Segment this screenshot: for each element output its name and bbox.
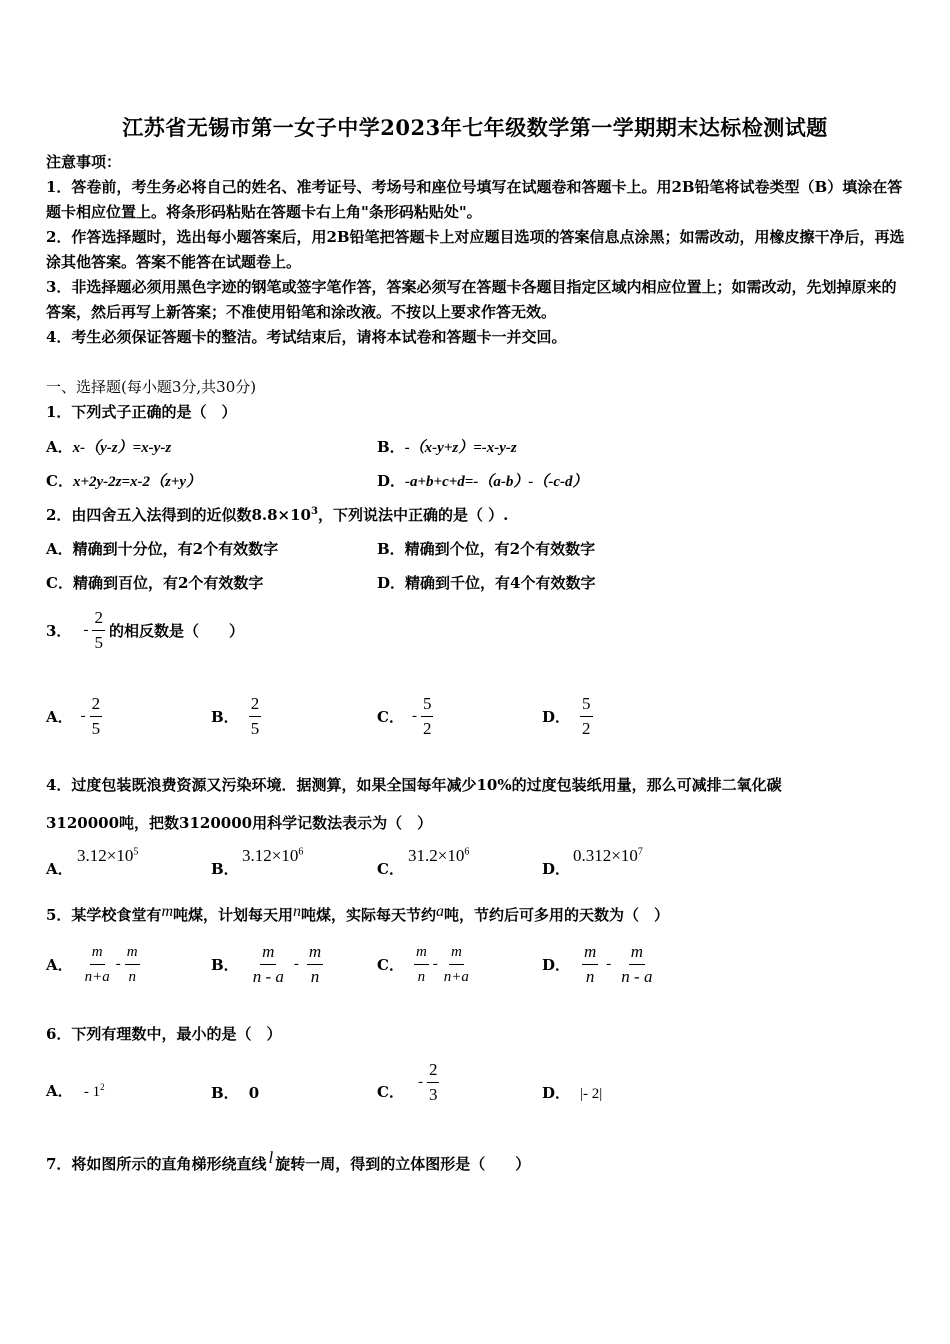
q5-stem-part4: 吨，节约后可多用的天数为（ ） [444, 906, 670, 924]
option-label: D． [542, 860, 571, 878]
q2-option-b[interactable]: B．精确到个位，有2个有效数字 [377, 540, 596, 558]
q6-stem: 6．下列有理数中，最小的是（ ） [46, 1025, 282, 1043]
option-label: D． [542, 1084, 571, 1102]
option-label: C． [377, 955, 404, 974]
option-label: C． [377, 860, 404, 878]
option-operator: - [115, 955, 121, 972]
q1-option-a[interactable] [46, 436, 171, 457]
q3-minus: - [83, 621, 89, 638]
notes-heading: 注意事项： [46, 153, 122, 171]
option-fraction [421, 694, 434, 739]
section-heading: 一、选择题(每小题3分,共30分) [46, 378, 257, 396]
option-sign: - [411, 707, 417, 724]
q3-option-b[interactable] [211, 690, 261, 742]
q2-stem [46, 504, 508, 525]
q7-stem-part1: 7．将如图所示的直角梯形绕直线 [46, 1155, 267, 1173]
frac-den: n+a [443, 968, 469, 985]
option-label: C． [377, 707, 404, 726]
q7-stem [46, 1148, 530, 1174]
q5-stem [46, 903, 669, 925]
frac-num: m [90, 942, 105, 965]
option-fraction [580, 694, 593, 739]
value-exp: 6 [464, 846, 470, 858]
option-fraction-2 [619, 942, 654, 987]
q1-option-d[interactable] [377, 470, 588, 491]
q5-option-c[interactable] [377, 940, 471, 988]
q5-option-b[interactable] [211, 940, 323, 988]
q5-option-a[interactable] [46, 940, 140, 988]
q3-stem [46, 604, 244, 656]
option-label: A． [46, 438, 73, 456]
frac-num: 2 [92, 608, 105, 631]
option-fraction-1 [414, 942, 429, 987]
value-base: 31.2×10 [408, 846, 465, 865]
option-label: A． [46, 860, 73, 878]
option-fraction [249, 694, 262, 739]
value-exp: 5 [133, 846, 139, 858]
var-m: m [161, 903, 174, 920]
var-n: n [293, 903, 302, 920]
frac-den: 5 [94, 632, 103, 652]
option-text: x-（y-z）=x-y-z [72, 440, 172, 456]
q3-stem-text: 的相反数是（ ） [108, 621, 244, 640]
option-label: D． [542, 707, 571, 726]
value-exp: 6 [298, 846, 304, 858]
frac-num: m [629, 942, 645, 965]
option-operator: - [606, 955, 612, 972]
option-fraction-1 [83, 942, 112, 987]
option-label: C． [377, 1082, 404, 1101]
frac-den: n [585, 966, 595, 986]
option-value [242, 846, 303, 866]
option-label: B． [211, 707, 239, 726]
notes-item-3: 3．非选择题必须用黑色字迹的钢笔或签字笔作答，答案必须写在答题卡各题目指定区域内相应位置上；如需改动，先划掉原来的答案，然后再写上新答案；不准使用铅笔和涂改液。不按以上要求作答无效。 [46, 278, 897, 321]
option-fraction-1 [251, 942, 286, 987]
notes-item-1: 1．答卷前，考生务必将自己的姓名、准考证号、考场号和座位号填写在试题卷和答题卡上。用2B铅笔将试卷类型（B）填涂在答题卡相应位置上。将条形码粘贴在答题卡右上角"条形码粘贴处"。 [46, 178, 903, 221]
value-base: 3.12×10 [242, 846, 299, 865]
option-label: B． [377, 438, 405, 456]
frac-num: 5 [580, 694, 593, 717]
option-fraction-2 [125, 942, 140, 987]
option-fraction [427, 1060, 440, 1105]
q2-stem-b: ，下列说法中正确的是（ ）. [317, 506, 509, 524]
option-operator: - [432, 955, 438, 972]
option-text: -a+b+c+d=-（a-b）-（-c-d） [405, 474, 588, 490]
frac-den: 5 [91, 718, 101, 738]
q2-stem-exp: 3 [310, 506, 318, 517]
frac-den: 2 [582, 718, 591, 738]
q1-option-c[interactable] [46, 470, 201, 491]
frac-num: m [307, 942, 323, 965]
frac-num: m [260, 942, 276, 965]
value-exp: 7 [637, 846, 643, 858]
frac-den: n+a [84, 968, 110, 985]
option-label: A． [46, 955, 73, 974]
q1-stem: 1．下列式子正确的是（ ） [46, 403, 237, 421]
frac-num: 2 [90, 694, 103, 717]
q1-option-b[interactable] [377, 436, 517, 457]
frac-num: m [582, 942, 598, 965]
option-fraction-1 [582, 942, 598, 987]
frac-den: n - a [252, 966, 284, 986]
option-text: -（x-y+z）=-x-y-z [404, 440, 517, 456]
q4-stem-line1: 4．过度包装既浪费资源又污染环境．据测算，如果全国每年减少10%的过度包装纸用量，那么可减排二氧化碳 [46, 776, 782, 794]
option-fraction-2 [442, 942, 471, 987]
q3-option-d[interactable] [542, 690, 593, 742]
option-value [408, 846, 469, 866]
option-sign: - [417, 1073, 423, 1090]
frac-num: 2 [249, 694, 262, 717]
option-text: x+2y-2z=x-2（z+y） [72, 474, 202, 490]
page-title: 江苏省无锡市第一女子中学2023年七年级数学第一学期期末达标检测试题 [122, 115, 828, 140]
frac-den: 5 [250, 718, 260, 738]
q5-stem-part2: 吨煤，计划每天用 [173, 906, 294, 924]
q7-stem-part2: 旋转一周，得到的立体图形是（ ） [275, 1155, 531, 1173]
option-label: B． [211, 1084, 239, 1102]
option-label: D． [377, 472, 406, 490]
q6-option-c[interactable] [377, 1056, 439, 1108]
value-base: - 1 [83, 1084, 101, 1100]
frac-den: 3 [428, 1084, 438, 1104]
frac-den: n [417, 968, 426, 985]
q2-stem-a: 2．由四舍五入法得到的近似数8.8×10 [46, 506, 311, 524]
option-sign: - [80, 707, 86, 724]
var-a: a [436, 903, 445, 920]
option-fraction [90, 694, 103, 739]
frac-den: n [128, 968, 136, 985]
option-label: A． [46, 1082, 73, 1100]
frac-num: m [449, 942, 464, 965]
q5-option-d[interactable] [542, 940, 654, 988]
q3-number: 3． [46, 621, 72, 640]
option-label: B． [211, 860, 239, 878]
var-l: l [268, 1148, 274, 1167]
notes-item-4: 4．考生必须保证答题卡的整洁。考试结束后，请将本试卷和答题卡一并交回。 [46, 328, 567, 346]
q3-option-c[interactable] [377, 690, 433, 742]
value-base: 3.12×10 [77, 846, 134, 865]
q2-option-c[interactable]: C．精确到百位，有2个有效数字 [46, 574, 264, 592]
q6-option-b[interactable] [211, 1082, 259, 1103]
frac-den: n [310, 966, 320, 986]
option-value [77, 846, 138, 866]
option-label: B． [211, 955, 239, 974]
frac-den: 2 [422, 718, 432, 738]
frac-num: m [414, 942, 429, 965]
frac-num: 5 [421, 694, 434, 717]
option-label: C． [46, 472, 73, 490]
option-fraction-2 [307, 942, 323, 987]
q6-option-d[interactable] [542, 1082, 602, 1103]
frac-num: 2 [427, 1060, 440, 1083]
q4-stem-line2: 3120000吨，把数3120000用科学记数法表示为（ ） [46, 814, 433, 832]
notes-item-2: 2．作答选择题时，选出每小题答案后，用2B铅笔把答题卡上对应题目选项的答案信息点涂黑；如需改动，用橡皮擦干净后，再选涂其他答案。答案不能答在试题卷上。 [46, 228, 905, 271]
value-exp: 2 [100, 1082, 105, 1092]
option-label: D． [542, 955, 571, 974]
q2-option-a[interactable]: A．精确到十分位，有2个有效数字 [46, 540, 279, 558]
frac-num: m [125, 942, 140, 965]
value-base: 0.312×10 [573, 846, 638, 865]
q3-fraction [92, 608, 105, 653]
q2-option-d[interactable]: D．精确到千位，有4个有效数字 [377, 574, 596, 592]
q6-option-a[interactable] [46, 1080, 105, 1101]
frac-den: n - a [621, 966, 653, 986]
option-value [573, 846, 643, 866]
option-operator: - [293, 955, 299, 972]
option-value: 0 [248, 1084, 260, 1102]
q5-stem-part3: 吨煤，实际每天节约 [301, 906, 437, 924]
q5-stem-part1: 5．某学校食堂有 [46, 906, 162, 924]
option-value [84, 1084, 105, 1100]
q3-option-a[interactable] [46, 690, 102, 742]
option-label: A． [46, 707, 73, 726]
option-value: |- 2| [580, 1086, 603, 1102]
